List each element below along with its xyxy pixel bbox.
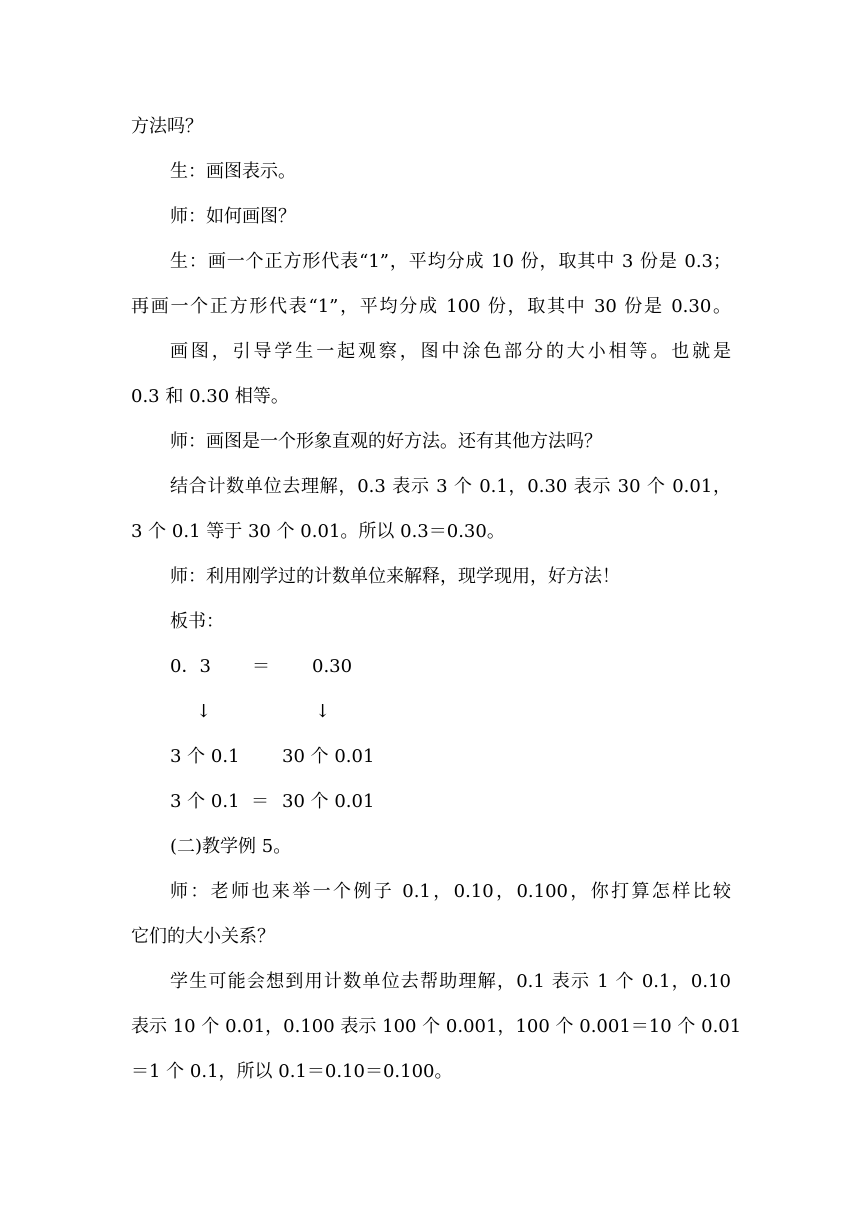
board-row1-left: 0．3 [170, 656, 211, 677]
paragraph-teacher-example-line2: 它们的大小关系？ [131, 926, 275, 947]
paragraph-student-square-line2: 再画一个正方形代表“1”，平均分成 100 份，取其中 30 份是 0.30。 [131, 296, 731, 317]
paragraph-teacher-other-methods: 师：画图是一个形象直观的好方法。还有其他方法吗？ [170, 431, 602, 452]
paragraph-student-square-line1: 生：画一个正方形代表“1”，平均分成 10 份，取其中 3 份是 0.3； [170, 251, 731, 272]
paragraph-teacher-example-line1: 师：老师也来举一个例子 0.1，0.10，0.100，你打算怎样比较 [170, 881, 731, 902]
board-row1-right: 0.30 [312, 656, 353, 677]
board-row3-left: 3 个 0.1 [170, 746, 240, 767]
board-row4-right: 30 个 0.01 [282, 791, 375, 812]
paragraph-student-reasoning-line3: ＝1 个 0.1，所以 0.1＝0.10＝0.100。 [131, 1061, 453, 1082]
paragraph-observe-line2: 0.3 和 0.30 相等。 [131, 386, 289, 407]
section-heading-example5: (二)教学例 5。 [170, 836, 292, 857]
board-heading: 板书： [170, 611, 224, 632]
paragraph-teacher-how: 师：如何画图？ [170, 206, 296, 227]
board-row4-equals: ＝ [251, 791, 269, 812]
board-row1-equals: ＝ [252, 656, 270, 677]
paragraph-teacher-praise: 师：利用刚学过的计数单位来解释，现学现用，好方法！ [170, 566, 620, 587]
paragraph-counting-unit-line2: 3 个 0.1 等于 30 个 0.01。所以 0.3＝0.30。 [131, 521, 505, 542]
down-arrow-icon: ↓ [315, 701, 331, 722]
paragraph-student-reasoning-line1: 学生可能会想到用计数单位去帮助理解，0.1 表示 1 个 0.1，0.10 [170, 971, 731, 992]
board-row3-right: 30 个 0.01 [282, 746, 375, 767]
paragraph-student-draw: 生：画图表示。 [170, 161, 296, 182]
paragraph-student-reasoning-line2: 表示 10 个 0.01，0.100 表示 100 个 0.001，100 个 0.001＝10 个 0.01 [131, 1016, 742, 1037]
board-row4-left: 3 个 0.1 [170, 791, 240, 812]
paragraph-observe-line1: 画图，引导学生一起观察，图中涂色部分的大小相等。也就是 [170, 341, 731, 362]
paragraph-continuation: 方法吗？ [131, 116, 203, 137]
down-arrow-icon: ↓ [196, 701, 212, 722]
paragraph-counting-unit-line1: 结合计数单位去理解，0.3 表示 3 个 0.1，0.30 表示 30 个 0.01， [170, 476, 731, 497]
